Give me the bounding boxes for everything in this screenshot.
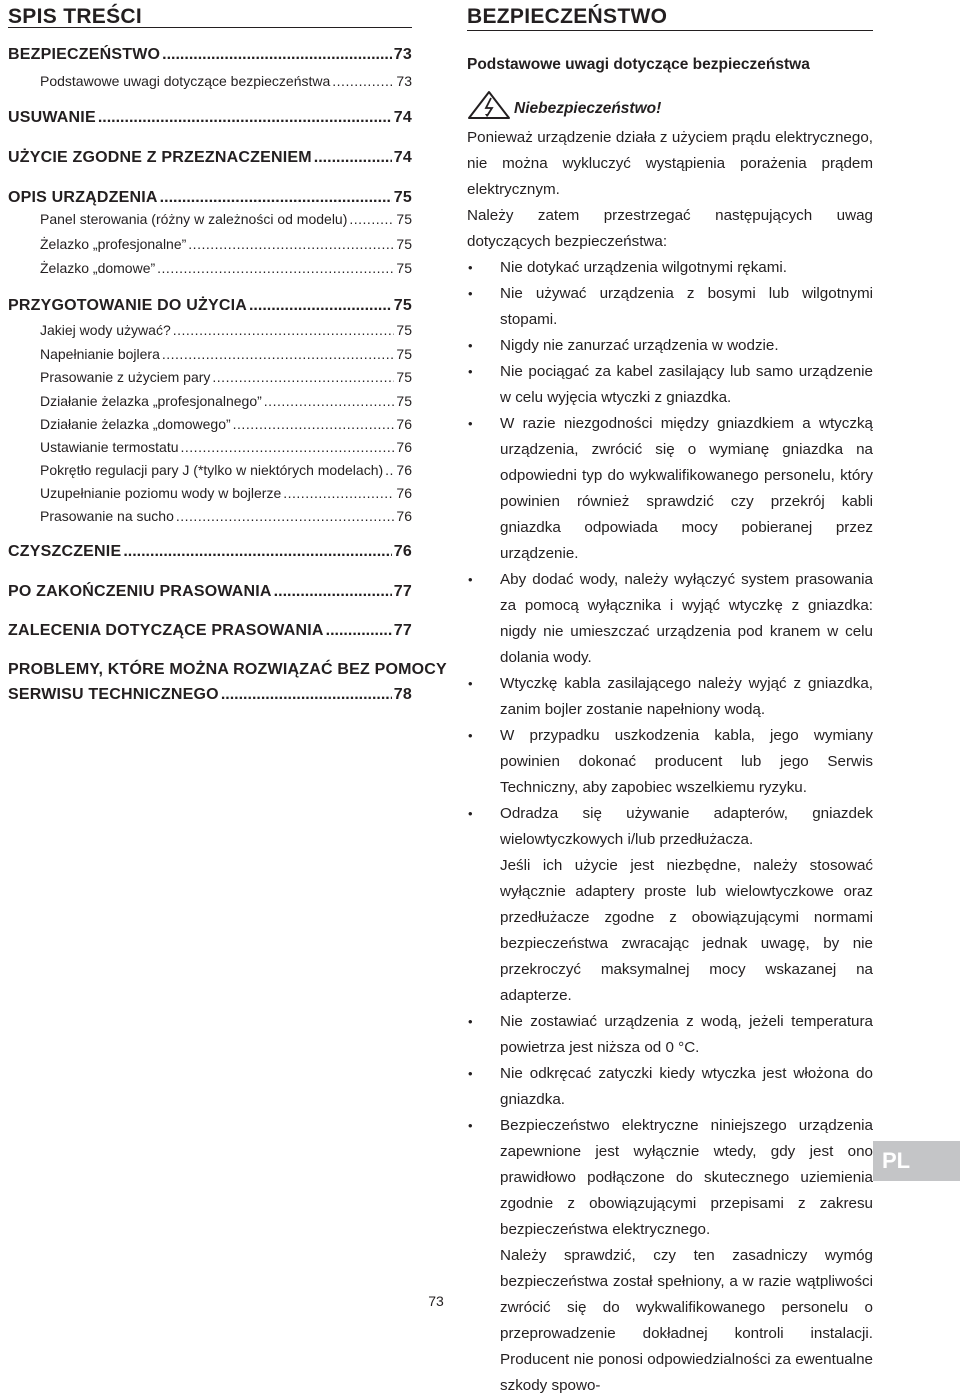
toc-entry[interactable] — [8, 392, 412, 410]
toc-entry-label: Jakiej wody używać? — [40, 322, 171, 338]
toc-entry[interactable] — [8, 484, 412, 502]
toc-entry-page: 75 — [396, 369, 412, 385]
toc-leader — [233, 415, 395, 433]
toc-leader — [157, 259, 394, 277]
toc-entry[interactable] — [8, 297, 412, 315]
toc-leader — [249, 297, 392, 315]
list-item: • Nie dotykać urządzenia wilgotnymi rękami. — [467, 255, 873, 281]
toc-entry-label: Działanie żelazka „domowego” — [40, 416, 231, 432]
toc-entry-label: Żelazko „profesjonalne” — [40, 236, 187, 252]
toc-entry[interactable] — [8, 461, 412, 479]
toc-entry[interactable] — [8, 189, 412, 207]
list-item: • Wtyczkę kabla zasilającego należy wyjąć z gniazdka, zanim bojler zostanie napełniony wodą. — [467, 671, 873, 723]
toc-leader — [188, 235, 394, 253]
toc-leader — [264, 392, 395, 410]
toc-entry-page: 76 — [396, 508, 412, 524]
toc-entry-label: PRZYGOTOWANIE DO UŻYCIA — [8, 297, 247, 314]
toc-entry-label: SERWISU TECHNICZNEGO — [8, 686, 219, 703]
toc-entry[interactable] — [8, 438, 412, 456]
toc-leader — [314, 149, 392, 167]
toc-entry-label: Prasowanie z użyciem pary — [40, 369, 211, 385]
toc-entry-page: 77 — [393, 583, 412, 600]
toc-entry[interactable] — [8, 583, 412, 601]
toc-leader — [162, 46, 392, 64]
toc-leader — [221, 686, 392, 704]
toc-entry-label: CZYSZCZENIE — [8, 543, 122, 560]
toc-entry-label: Napełnianie bojlera — [40, 346, 160, 362]
toc-leader — [212, 368, 394, 386]
toc-entry[interactable] — [8, 686, 412, 704]
toc-entry-page: 74 — [393, 149, 412, 166]
danger-warning — [467, 90, 661, 120]
subsection-title: Podstawowe uwagi dotyczące bezpieczeństwa — [467, 56, 810, 73]
toc-entry[interactable] — [8, 259, 412, 277]
toc-entry-label: BEZPIECZEŃSTWO — [8, 46, 161, 63]
toc-entry-page: 76 — [396, 439, 412, 455]
toc-entry-page: 78 — [393, 686, 412, 703]
intro-paragraph: Ponieważ urządzenie działa z użyciem prądu elektrycznego, nie można wykluczyć wystąpienia porażenia prądem elektrycznym. — [467, 129, 873, 198]
toc-leader — [98, 109, 392, 127]
list-item: • Bezpieczeństwo elektryczne niniejszego urządzenia zapewnione jest wyłącznie wtedy, gdy jest ono prawidłowo podłączone do skutecznego uziemienia zgodnie z obowiązującymi przepisami z zakresu bezpieczeństwa elektrycznego. — [467, 1113, 873, 1243]
toc-entry-page: 76 — [393, 543, 412, 560]
toc-entry-label: PROBLEMY, KTÓRE MOŻNA ROZWIĄZAĆ BEZ POMOCY — [8, 661, 447, 678]
toc-entry-label: Panel sterowania (różny w zależności od modelu) — [40, 211, 348, 227]
toc-title: SPIS TREŚCI — [8, 0, 412, 28]
list-item: • Nigdy nie zanurzać urządzenia w wodzie. — [467, 333, 873, 359]
toc-entry-page: 75 — [396, 236, 412, 252]
safety-body — [467, 125, 873, 1399]
toc-leader — [176, 507, 395, 525]
toc-entry-page: 77 — [393, 622, 412, 639]
toc-entry-page: 75 — [396, 211, 412, 227]
toc-entry-page: 76 — [396, 416, 412, 432]
toc-entry[interactable] — [8, 72, 412, 90]
section-title: BEZPIECZEŃSTWO — [467, 5, 873, 31]
toc-entry-label: Uzupełnianie poziomu wody w bojlerze — [40, 485, 282, 501]
toc-entry-page: 75 — [396, 322, 412, 338]
toc-entry-page: 75 — [396, 260, 412, 276]
toc-entry-line1[interactable] — [8, 661, 447, 679]
toc-leader — [283, 484, 394, 502]
toc-entry-page: 75 — [396, 346, 412, 362]
toc-entry[interactable] — [8, 543, 412, 561]
list-item: • Nie pociągać za kabel zasilający lub samo urządzenie w celu wyjęcia wtyczki z gniazdka. — [467, 359, 873, 411]
toc-entry[interactable] — [8, 149, 412, 167]
toc-entry[interactable] — [8, 235, 412, 253]
toc-entry-page: 75 — [393, 189, 412, 206]
toc-entry-page: 73 — [396, 73, 412, 89]
list-item: • Nie odkręcać zatyczki kiedy wtyczka jest włożona do gniazdka. — [467, 1061, 873, 1113]
page-number: 73 — [428, 1293, 444, 1309]
list-item: • Nie zostawiać urządzenia z wodą, jeżeli temperatura powietrza jest niższa od 0 °C. — [467, 1009, 873, 1061]
toc-entry-label: PO ZAKOŃCZENIU PRASOWANIA — [8, 583, 272, 600]
toc-entry-label: USUWANIE — [8, 109, 96, 126]
toc-entry-label: Ustawianie termostatu — [40, 439, 179, 455]
toc-entry[interactable] — [8, 46, 412, 64]
toc-leader — [385, 461, 394, 479]
toc-entry-label: OPIS URZĄDZENIA — [8, 189, 158, 206]
toc-entry-label: UŻYCIE ZGODNE Z PRZEZNACZENIEM — [8, 149, 312, 166]
toc-entry[interactable] — [8, 507, 412, 525]
warning-label: Niebezpieczeństwo! — [514, 100, 662, 117]
list-item: • W przypadku uszkodzenia kabla, jego wymiany powinien dokonać producent lub jego Serwis Techniczny, aby zapobiec wszelkiemu ryzyku. — [467, 723, 873, 801]
toc-entry[interactable] — [8, 210, 412, 228]
list-item: • W razie niezgodności między gniazdkiem a wtyczką urządzenia, zwrócić się o wymianę gniazdka na odpowiedni typ do wykwalifikowanego personelu, który powinien również sprawdzić czy przekrój kabli gniazdka odpowiada mocy pobieranej przez urządzenie. — [467, 411, 873, 567]
intro-paragraph: Należy zatem przestrzegać następujących uwag dotyczących bezpieczeństwa: — [467, 207, 873, 250]
toc-entry[interactable] — [8, 415, 412, 433]
toc-entry-label: Działanie żelazka „profesjonalnego” — [40, 393, 262, 409]
toc-leader — [332, 72, 394, 90]
toc-entry-page: 75 — [393, 297, 412, 314]
toc-entry[interactable] — [8, 368, 412, 386]
toc-leader — [162, 345, 395, 363]
toc-entry-page: 74 — [393, 109, 412, 126]
toc-entry-page: 73 — [393, 46, 412, 63]
toc-leader — [326, 622, 392, 640]
toc-entry-page: 76 — [396, 485, 412, 501]
list-item: • Nie używać urządzenia z bosymi lub wilgotnymi stopami. — [467, 281, 873, 333]
toc-entry[interactable] — [8, 321, 412, 339]
toc-entry-label: Podstawowe uwagi dotyczące bezpieczeństwa — [40, 73, 331, 89]
list-item: • Aby dodać wody, należy wyłączyć system prasowania za pomocą wyłącznika i wyjąć wtyczkę z gniazdka: nigdy nie umieszczać urządzenia pod kranem w celu dolania wody. — [467, 567, 873, 671]
toc-leader — [123, 543, 391, 561]
toc-entry-page: 75 — [396, 393, 412, 409]
toc-leader — [173, 321, 395, 339]
toc-entry[interactable] — [8, 109, 412, 127]
toc-entry-label: Żelazko „domowe” — [40, 260, 156, 276]
toc-entry-label: Prasowanie na sucho — [40, 508, 174, 524]
electric-hazard-icon — [467, 90, 511, 120]
toc-leader — [349, 210, 394, 228]
toc-entry-label: Pokrętło regulacji pary J (*tylko w niektórych modelach) — [40, 462, 384, 478]
safety-list — [467, 255, 873, 1399]
table-of-contents — [8, 0, 447, 703]
toc-leader — [181, 438, 395, 456]
list-item: • Odradza się używanie adapterów, gniazdek wielowtyczkowych i/lub przedłużacza. — [467, 801, 873, 853]
toc-leader — [274, 583, 392, 601]
list-item-continuation: Należy sprawdzić, czy ten zasadniczy wymóg bezpieczeństwa został spełniony, a w razie wątpliwości zwrócić się do wykwalifikowanego personelu o przeprowadzenie dokładnej kontroli instalacji. Producent nie ponosi odpowiedzialności za ewentualne szkody spowo- — [500, 1247, 873, 1394]
toc-entry[interactable] — [8, 345, 412, 363]
list-item-continuation: Jeśli ich użycie jest niezbędne, należy stosować wyłącznie adaptery proste lub wielowtyczkowe oraz przedłużacze zgodne z obowiązującymi normami bezpieczeństwa zwracając jednak uwagę, by nie przekroczyć maksymalnej mocy wskazanej na adapterze. — [500, 857, 873, 1004]
toc-entry[interactable] — [8, 622, 412, 640]
toc-entry-page: 76 — [396, 462, 412, 478]
language-tab: PL — [873, 1141, 960, 1181]
toc-leader — [160, 189, 392, 207]
toc-entry-label: ZALECENIA DOTYCZĄCE PRASOWANIA — [8, 622, 324, 639]
